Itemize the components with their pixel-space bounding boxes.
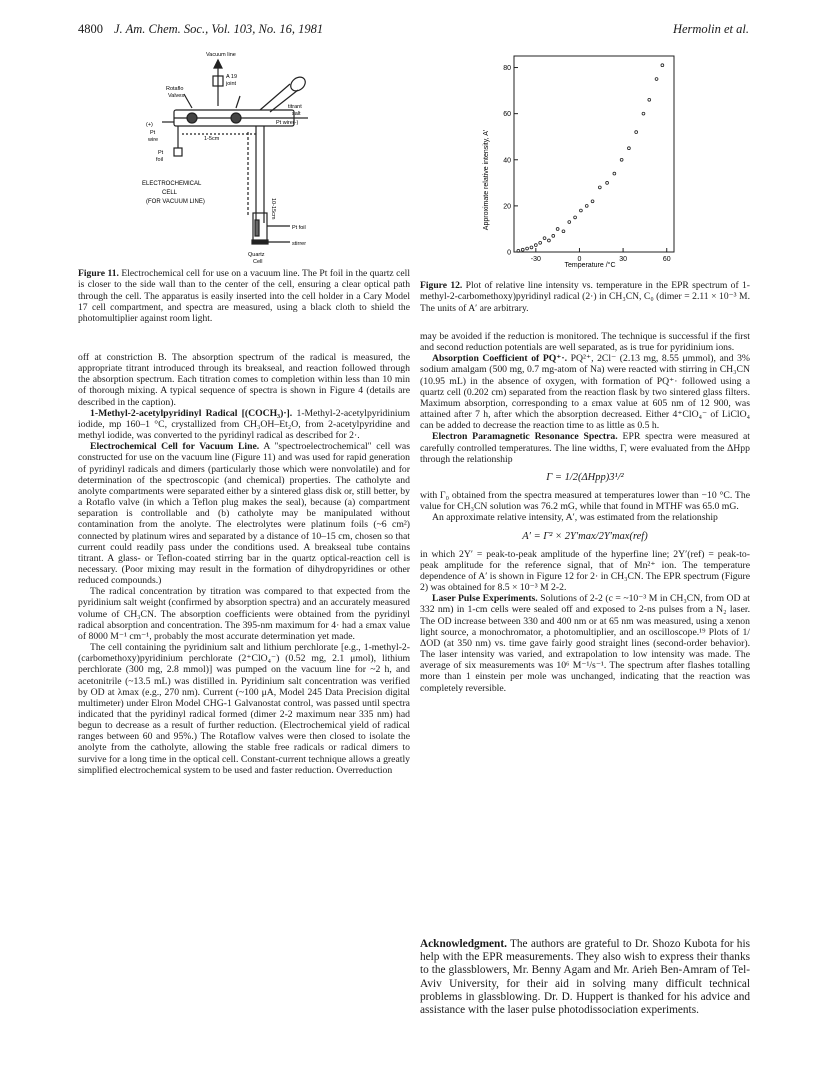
paragraph <box>78 352 410 408</box>
equation: Γ = 1/2(ΔHpp)3¹/² <box>546 471 624 483</box>
paragraph <box>420 549 750 594</box>
figure-12-caption-text: Plot of relative line intensity vs. temperature in the EPR spectrum of 1-methyl-2-carbomethoxy)pyridinyl radical (2·) in CH₃CN, C₀ (dimer = 2.11 × 10⁻³ M. The units of A′ are arbitrary. <box>420 280 750 314</box>
label-plus: (+) <box>146 122 153 128</box>
page-number: 4800 <box>78 22 103 36</box>
figure-11-label: Figure 11. <box>78 268 119 279</box>
paragraph-text: A "spectroelectrochemical" cell was constructed for use on the vacuum line (Figure 11) and was used for rapid generation of pyridinyl radicals and dimers (particularly those which were nonvolatile) and for determination of the spectroscopic (and chemical) properties. The catholyte and anolyte compartments were separated either by a sintered glass disk or, still better, by a Rotaflo valve (in which a Teflon plug makes the seal), because (a) compartment separation is controllable and (b) catholyte may be manipulated without contamination from the anolyte. The electrolytes were platinum foils (~6 cm²) connected by platinum wires and separated by a distance of 10–15 cm, chosen so that current could readily pass under the conditions used. A breakseal tube contains titrant. A glass- or Teflon-coated stirring bar in the quartz optical-reaction cell is necessary. (Poor mixing may result in the formation of dihydropyridines or other reduced compounds.) <box>78 441 410 587</box>
right-column-text <box>420 331 750 694</box>
label-salt: salt <box>292 111 301 117</box>
label-cell-title-1: ELECTROCHEMICAL <box>142 181 202 187</box>
paragraph <box>420 431 750 464</box>
paragraph-text: in which 2Y′ = peak-to-peak amplitude of the hyperfine line; 2Y′(ref) = peak-to-peak amplitude for the reference signal, that of Mn²⁺ ion. The temperature dependence of A′ is shown in Figure 12 for 2· in CH₃CN. The EPR spectrum (Figure 2) was obtained for 8.5 × 10⁻³ M 2-2. <box>420 548 750 594</box>
section-heading: Absorption Coefficient of PQ⁺·. <box>432 353 568 365</box>
data-point <box>530 246 533 249</box>
paragraph <box>420 512 750 523</box>
y-tick-label: 20 <box>503 203 511 211</box>
data-point <box>628 147 631 150</box>
label-cell: Cell <box>253 259 263 265</box>
paragraph-text: PQ²⁺, 2Cl⁻ (2.13 mg, 8.55 μmmol), and 3% sodium amalgam (500 mg, 0.7 mg-atom of Na) were reacted with stirring in CH₃CN (10.95 mL) in the absence of oxygen, with formation of PQ⁺· followed using a quartz cell (0.202 cm) separated from the reaction flask by two sintered glass filters. Maximum absorption, corresponding to a εmax value at 605 nm of 12 900, was attained after 7 h, after which the absorption decreased. Either 4⁺ClO₄⁻ of LiClO₄ can be added to decrease the reaction time to as little as 0.5 h. <box>420 353 750 432</box>
data-point <box>648 98 651 101</box>
data-point <box>568 221 571 224</box>
data-point <box>534 244 537 247</box>
figure-11-caption <box>78 268 410 324</box>
data-point <box>552 234 555 237</box>
paragraph-text: An approximate relative intensity, A′, was estimated from the relationship <box>432 512 718 524</box>
paragraph <box>78 642 410 776</box>
label-pt-foil-left: Pt <box>158 150 164 156</box>
label-pt-wire-right: Pt wire(-) <box>276 120 299 126</box>
label-cell-title-2: CELL <box>162 190 178 196</box>
paragraph <box>420 331 750 353</box>
y-tick-label: 60 <box>503 111 511 119</box>
data-point <box>543 237 546 240</box>
data-point <box>539 241 542 244</box>
data-point <box>606 181 609 184</box>
paragraph <box>78 586 410 642</box>
label-valves: Valves <box>168 93 185 99</box>
x-tick-label: -30 <box>530 256 541 263</box>
paragraph-text: The cell containing the pyridinium salt and lithium perchlorate [e.g., 1-methyl-2-(carbomethoxy)pyridinium perchlorate (2⁺ClO₄⁻) (0.52 mg, 2.1 μmol), lithium perchlorate (300 mg, 2.8 mmol)] was pumped on the vacuum line for ~2 h, and acetonitrile (~13.5 mL) was distilled in. Pyridinium salt concentration was verified by OD at λmax (e.g., 270 nm). Current (~100 μA, Model 245 Data Precision digital multimeter) under Elron Model CHG-1 Galvanostat control, was passed until spectra indicated that the pyridinyl radical formed (dimer 2-2 maximum near 335 nm) had begun to decrease as a result of further reduction. (Electrochemical yield of radical ranges between 60 and 95%.) The Rotaflow valves were then closed to isolate the anolyte from the catholyte, allowing the stable free radicals or radical dimers to survive for a long time in the optical cell. Constant-current technique allows a greatly simplified electrochemical system to be used and faster reduction. Overreduction <box>78 642 410 776</box>
data-point <box>585 204 588 207</box>
data-point <box>521 248 524 251</box>
figure-11-caption-text: Electrochemical cell for use on a vacuum line. The Pt foil in the quartz cell is closer to the side wall than to the center of the cell, ensuring a clear optical path through the cell. The apparatus is easily inserted into the cell holder in a Cary Model 17 cell compartment, and spectra are measured, using a black cloth to shield the photomultiplier against room light. <box>78 268 410 325</box>
paragraph-text: Solutions of 2-2 (c = ~10⁻³ M in CH₃CN, from OD at 332 nm) in 1-cm cells were sealed off and exposed to 2-ns pulses from a N₂ laser. The OD increase between 330 and 400 nm or at 65 nm was measured, using a xenon light source, a monochromator, a photomultiplier, and an oscilloscope.¹⁹ Plots of 1/ΔOD (at 350 nm) vs. time gave fairly good straight lines (second-order behavior). The laser intensity was varied, and extrapolation to low intensity was made. The average of six measurements was 10⁶ M⁻¹/s⁻¹. The spectrum after flashes totalling more than 1 einstein per mole was unchanged, indicating that the reaction was completely reversible. <box>420 593 750 694</box>
paragraph <box>420 353 750 431</box>
paragraph-text: EPR spectra were measured at carefully controlled temperatures. The line widths, Γ, were evaluated from the ΔHpp through the relationship <box>420 431 750 465</box>
data-point <box>562 230 565 233</box>
label-rotaflo: Rotaflo <box>166 86 184 92</box>
x-axis-label: Temperature /°C <box>564 262 616 269</box>
arrow-up-icon <box>214 60 222 68</box>
label-pt-foil-bottom: Pt foil <box>292 225 306 231</box>
data-point <box>642 112 645 115</box>
label-pt-left: Pt <box>150 130 156 136</box>
section-heading: 1-Methyl-2-acetylpyridinyl Radical [(COCH₃)·]. <box>90 407 293 419</box>
figure-11-apparatus-diagram <box>140 48 340 268</box>
running-header <box>78 22 749 40</box>
label-wire: wire <box>148 137 159 143</box>
data-point <box>635 131 638 134</box>
plot-frame <box>514 56 674 252</box>
acknowledgment-heading: Acknowledgment. <box>420 938 507 950</box>
data-point <box>526 247 529 250</box>
label-a19: A 19 <box>226 74 238 80</box>
y-axis-label: Approximate relative intensity, A′ <box>483 129 490 231</box>
figure-12-caption <box>420 280 750 314</box>
data-point <box>613 172 616 175</box>
paragraph <box>78 408 410 441</box>
data-point <box>655 78 658 81</box>
paragraph-text: 1-Methyl-2-acetylpyridinium iodide, mp 160–1 °C, crystallized from CH₃OH–Et₂O, from 2-acetylpyridine and methyl iodide, was converted to the pyridinyl radical as described for 2·. <box>78 407 410 442</box>
label-foil: foil <box>156 157 164 163</box>
label-quartz: Quartz <box>248 252 265 258</box>
acknowledgment <box>420 938 750 1017</box>
label-ten-fifteen: 10-15cm <box>270 198 276 220</box>
figure-12-label: Figure 12. <box>420 280 463 291</box>
y-tick-label: 0 <box>507 249 511 257</box>
label-five-cm: 1-5cm <box>204 136 220 142</box>
left-column-text <box>78 352 410 776</box>
x-tick-label: 60 <box>662 256 671 263</box>
journal-citation: J. Am. Chem. Soc., Vol. 103, No. 16, 1981 <box>114 22 324 36</box>
data-point <box>620 158 623 161</box>
paragraph-text: The radical concentration by titration was compared to that expected from the pyridinium salt weight (confirmed by absorption spectra) and an accurately measured volume of CH₃CN. The absorption coefficients were obtained from the pyridinyl radical absorption and concentration. The 395-nm maximum for 4· had a εmax value of 8000 M⁻¹ cm⁻¹, probably the most accurate determination yet made. <box>78 586 410 642</box>
data-point <box>580 209 583 212</box>
paragraph-text: with Γ₀ obtained from the spectra measured at temperatures lower than −10 °C. The value for CH₃CN solution was 76.2 mG, while that found in MTHF was 65.0 mG. <box>420 490 750 513</box>
label-stirrer: stirrer <box>292 241 307 247</box>
data-point <box>598 186 601 189</box>
data-point <box>661 64 664 67</box>
label-titrant: titrant <box>288 104 302 110</box>
equation: A′ = Γ² × 2Y′max/2Y′max(ref) <box>522 530 648 542</box>
paragraph-text: may be avoided if the reduction is monitored. The technique is successful if the first and second reduction potentials are well separated, as is true for pyridinium ions. <box>420 331 750 354</box>
data-point <box>548 239 551 242</box>
data-point <box>591 200 594 203</box>
label-cell-title-3: (FOR VACUUM LINE) <box>146 199 205 205</box>
running-authors: Hermolin et al. <box>672 22 749 36</box>
paragraph <box>78 441 410 586</box>
section-heading: Electrochemical Cell for Vacuum Line. <box>90 441 260 453</box>
section-heading: Laser Pulse Experiments. <box>432 593 538 605</box>
y-tick-label: 80 <box>503 65 511 73</box>
section-heading: Electron Paramagnetic Resonance Spectra. <box>432 431 618 443</box>
paragraph <box>420 490 750 512</box>
label-joint: joint <box>226 81 237 87</box>
label-vacuum-line: Vacuum line <box>206 52 236 58</box>
figure-12-scatter-chart <box>478 48 678 270</box>
paragraph-text: off at constriction B. The absorption spectrum of the radical is measured, the appropriate titrant introduced through its breakseal, and reaction followed through the absorption spectrum. Each titration comes to completion within less than 10 min of thorough mixing. A typical sequence of spectra is shown in Figure 4 (details are described in the caption). <box>78 352 410 408</box>
y-tick-label: 40 <box>503 157 511 165</box>
data-point <box>556 228 559 231</box>
paragraph <box>420 593 750 693</box>
data-point <box>574 216 577 219</box>
acknowledgment-text: The authors are grateful to Dr. Shozo Kubota for his help with the EPR measurements. They also wish to express their thanks to the glassblowers, Mr. Benny Agam and Mr. Arieh Ben-Amram of Tel-Aviv University, for their aid in solving many difficult technical problems in glassblowing. Dr. D. Huppert is thanked for his advice and assistance with the laser pulse photodissociation experiments. <box>420 938 750 1017</box>
x-tick-label: 0 <box>577 256 582 263</box>
x-tick-label: 30 <box>619 256 627 263</box>
